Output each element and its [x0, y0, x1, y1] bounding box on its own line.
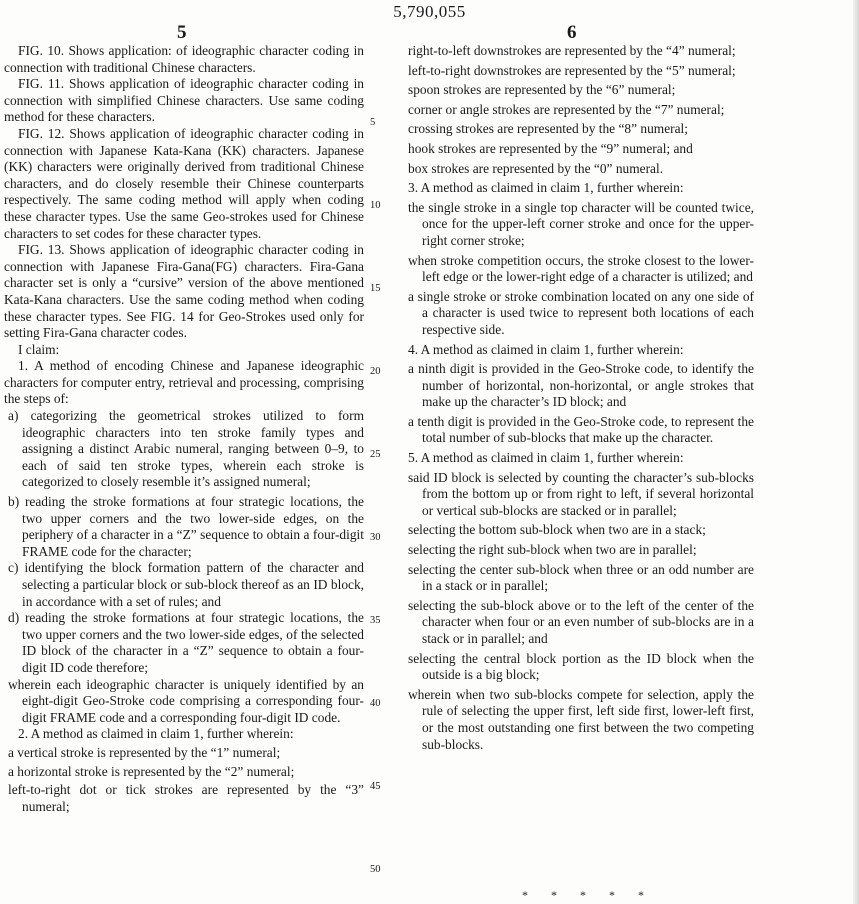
- claim-3-item-2: when stroke competition occurs, the stroke closest to the lower-left edge or the lower-right edge of a character is utilized; and: [408, 252, 754, 285]
- line-number: 20: [370, 366, 381, 377]
- line-number: 25: [370, 449, 381, 460]
- claim-2-item-2: a horizontal stroke is represented by the “2” numeral;: [8, 763, 295, 779]
- paragraph-fig13: FIG. 13. Shows application of ideographic character coding in connection with Japanese Fira-Gana(FG) characters. Fira-Gana character set is only a “cursive” version of the above mentioned Kata-Kana characters. Use the same coding method when coding these character types. See FIG. 14 for Geo-Strokes used only for setting Fira-Gana character codes.: [4, 242, 364, 341]
- claim-1-wherein: wherein each ideographic character is uniquely identified by an eight-digit Geo-Stroke code comprising a corresponding four-digit FRAME code and a corresponding four-digit ID code.: [8, 676, 364, 725]
- line-number: 40: [370, 698, 381, 709]
- claim-3-item-3: a single stroke or stroke combination located on any one side of a character is used twice to represent both locations of each respective side.: [408, 288, 754, 337]
- paragraph-fig12: FIG. 12. Shows application of ideographic character coding in connection with Japanese Kata-Kana (KK) characters. Japanese (KK) characters were originally derived from traditional Chinese characters, and do closely resemble their Chinese counterparts respectively. The same coding method will apply when coding these character types. Use the same Geo-strokes used for Chinese characters to set codes for these character types.: [4, 125, 364, 241]
- claim-2-item-0: box strokes are represented by the “0” numeral.: [408, 160, 664, 176]
- line-number: 35: [370, 615, 381, 626]
- paragraph-fig11: FIG. 11. Shows application of ideographic character coding in connection with simplified Chinese characters. Use same coding method for these characters.: [4, 76, 364, 125]
- column-number-right: 6: [567, 22, 577, 43]
- column-number-left: 5: [177, 22, 187, 43]
- claim-4: 4. A method as claimed in claim 1, further wherein:: [408, 341, 684, 357]
- claim-2-item-8: crossing strokes are represented by the “8” numeral;: [408, 121, 688, 137]
- claim-1-step-b: b) reading the stroke formations at four strategic locations, the two upper corners and the two lower-side edges, on the periphery of a character in a “Z” sequence to obtain a four-digit FRAME code for the character;: [8, 494, 364, 559]
- claim-1: 1. A method of encoding Chinese and Japanese ideographic characters for computer entry, retrieval and processing, comprising the steps of:: [4, 358, 364, 407]
- paragraph-fig10: FIG. 10. Shows application: of ideographic character coding in connection with traditional Chinese characters.: [4, 43, 364, 75]
- claim-1-step-d: d) reading the stroke formations at four strategic locations, the two upper corners and the two lower-side edges, of the selected ID block of the character in a “Z” sequence to obtain a four-digit ID code therefore;: [8, 610, 364, 675]
- claim-2-item-1: a vertical stroke is represented by the “1” numeral;: [8, 744, 281, 760]
- left-column: [4, 43, 364, 815]
- claim-2-item-5: left-to-right downstrokes are represented by the “5” numeral;: [408, 62, 736, 78]
- line-number: 30: [370, 532, 381, 543]
- line-number: 45: [370, 781, 381, 792]
- claim-5-item-6: selecting the central block portion as the ID block when the outside is a big block;: [408, 650, 754, 683]
- claim-3-item-1: the single stroke in a single top character will be counted twice, once for the upper-left corner stroke and once for the upper-right corner stroke;: [408, 199, 754, 248]
- claim-5-item-1: said ID block is selected by counting the character’s sub-blocks from the bottom up or from right to left, if several horizontal or vertical sub-blocks are stacked or in parallel;: [408, 469, 754, 518]
- claim-5-item-2: selecting the bottom sub-block when two are in a stack;: [408, 522, 706, 538]
- line-number: 15: [370, 283, 381, 294]
- claim-2-item-4: right-to-left downstrokes are represented by the “4” numeral;: [408, 43, 736, 58]
- line-number: 10: [370, 200, 381, 211]
- page-edge-shadow: [853, 0, 859, 904]
- claim-3: 3. A method as claimed in claim 1, further wherein:: [408, 180, 684, 196]
- claims-heading: I claim:: [18, 341, 60, 357]
- line-number: 50: [370, 864, 381, 875]
- line-number: 5: [370, 117, 376, 128]
- claim-4-item-2: a tenth digit is provided in the Geo-Stroke code, to represent the total number of sub-blocks that make up the character.: [408, 413, 754, 446]
- claim-5-item-4: selecting the center sub-block when three or an odd number are in a stack or in parallel;: [408, 561, 754, 594]
- claim-5-item-3: selecting the right sub-block when two are in parallel;: [408, 542, 697, 558]
- claim-1-step-c: c) identifying the block formation pattern of the character and selecting a particular block or sub-block thereof as an ID block, in accordance with a set of rules; and: [8, 560, 364, 609]
- claim-1-step-a: a) categorizing the geometrical strokes utilized to form ideographic characters into ten stroke family types and assigning a distinct Arabic numeral, ranging between 0–9, to each of said ten stroke types, wherein each stroke is categorized to closely resemble it’s assigned numeral;: [8, 408, 364, 490]
- claim-2-item-3: left-to-right dot or tick strokes are represented by the “3” numeral;: [8, 782, 364, 814]
- claim-5-item-5: selecting the sub-block above or to the left of the center of the character when four or an even number of sub-blocks are in a stack or in parallel; and: [408, 597, 754, 646]
- patent-number: 5,790,055: [393, 2, 466, 21]
- claim-2: 2. A method as claimed in claim 1, further wherein:: [18, 726, 294, 742]
- claim-2-item-7: corner or angle strokes are represented by the “7” numeral;: [408, 101, 725, 117]
- claim-2-item-9: hook strokes are represented by the “9” numeral; and: [408, 140, 693, 156]
- claim-5-wherein: wherein when two sub-blocks compete for selection, apply the rule of selecting the upper first, left side first, lower-left first, or the most outstanding one first between the two competing sub-blocks.: [408, 686, 754, 752]
- end-of-document-mark: * * * * *: [522, 888, 654, 902]
- claim-2-item-6: spoon strokes are represented by the “6” numeral;: [408, 82, 676, 98]
- claim-5: 5. A method as claimed in claim 1, further wherein:: [408, 450, 684, 466]
- claim-4-item-1: a ninth digit is provided in the Geo-Stroke code, to identify the number of horizontal, non-horizontal, or angle strokes that make up the character’s ID block; and: [408, 361, 754, 410]
- right-column: [408, 43, 754, 753]
